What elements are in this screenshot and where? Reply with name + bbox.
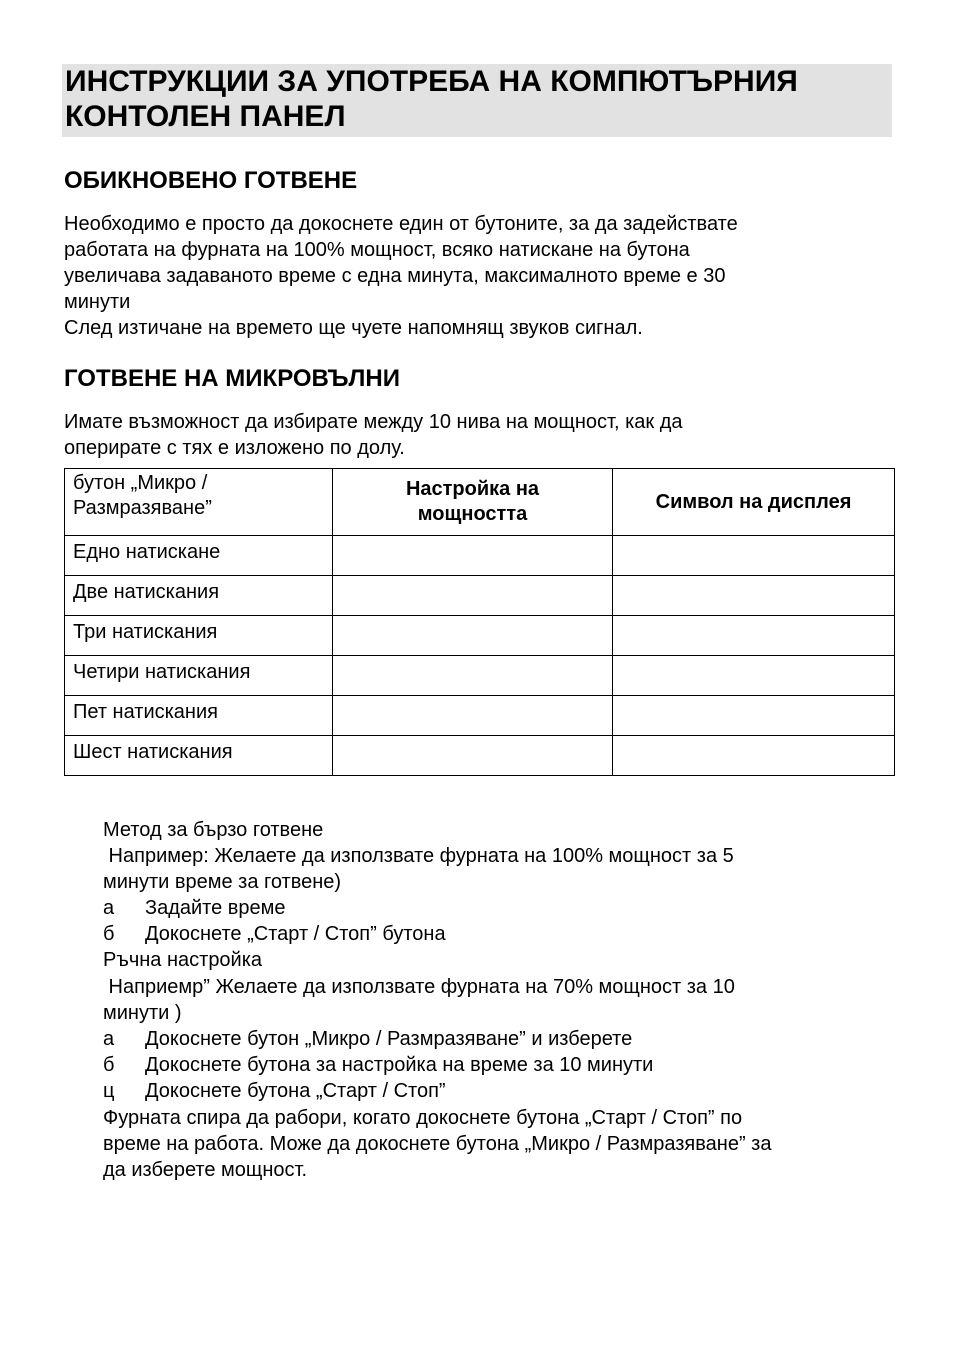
- note-line: време на работа. Може да докоснете бутона „Микро / Размразяване” за: [103, 1133, 772, 1155]
- paragraph-line: работата на фурната на 100% мощност, всяко натискане на бутона: [64, 239, 690, 261]
- paragraph-line: Необходимо е просто да докоснете един от бутоните, за да задействате: [64, 213, 738, 235]
- table-cell-press: Три натискания: [65, 616, 333, 656]
- manual-step-text: Докоснете бутона за настройка на време за 10 минути: [145, 1054, 654, 1076]
- table-header-button: [65, 469, 333, 536]
- header-power-line-1: Настройка на: [405, 478, 540, 500]
- table-cell-symbol: [613, 736, 895, 776]
- table-cell-symbol: [613, 656, 895, 696]
- table-cell-power: [333, 616, 613, 656]
- table-cell-press: Пет натискания: [65, 696, 333, 736]
- step-marker: б: [103, 923, 115, 945]
- table-row: [65, 656, 895, 696]
- quick-method-example-line-2: минути време за готвене): [103, 871, 342, 893]
- quick-step-text: Задайте време: [145, 897, 286, 919]
- table-cell-power: [333, 696, 613, 736]
- manual-step-text: Докоснете бутона „Старт / Стоп”: [145, 1080, 446, 1102]
- table-cell-symbol: [613, 536, 895, 576]
- table-cell-press: Четири натискания: [65, 656, 333, 696]
- manual-method-example-line-2: минути ): [103, 1002, 182, 1024]
- page-title: [62, 64, 892, 137]
- table-row: [65, 696, 895, 736]
- paragraph-line: оперирате с тях е изложено по долу.: [64, 437, 405, 459]
- paragraph-line: След изтичане на времето ще чуете напомнящ звуков сигнал.: [64, 317, 643, 339]
- table-cell-press: Шест натискания: [65, 736, 333, 776]
- table-cell-press: Две натискания: [65, 576, 333, 616]
- header-button-line-1: бутон „Микро /: [73, 472, 208, 494]
- table-header-display-symbol: Символ на дисплея: [613, 469, 895, 536]
- table-row: [65, 616, 895, 656]
- quick-step-text: Докоснете „Старт / Стоп” бутона: [145, 923, 446, 945]
- header-power-line-2: мощността: [417, 503, 528, 525]
- table-cell-power: [333, 736, 613, 776]
- step-marker: ц: [103, 1080, 115, 1102]
- note-line: Фурната спира да рабори, когато докоснете бутона „Старт / Стоп” по: [103, 1107, 743, 1129]
- manual-step-text: Докоснете бутон „Микро / Размразяване” и изберете: [145, 1028, 633, 1050]
- table-row: [65, 536, 895, 576]
- page-title-line-2: КОНТОЛЕН ПАНЕЛ: [65, 100, 346, 133]
- table-cell-symbol: [613, 616, 895, 656]
- table-cell-power: [333, 576, 613, 616]
- step-marker: а: [103, 1028, 115, 1050]
- table-cell-power: [333, 536, 613, 576]
- table-row: [65, 576, 895, 616]
- paragraph-line: минути: [64, 291, 131, 313]
- section-heading-ordinary-cooking: ОБИКНОВЕНО ГОТВЕНЕ: [64, 167, 358, 194]
- table-row: [65, 736, 895, 776]
- quick-method-example-line-1: Например: Желаете да използвате фурната на 100% мощност за 5: [103, 845, 734, 867]
- section-heading-microwave-cooking: ГОТВЕНЕ НА МИКРОВЪЛНИ: [64, 365, 400, 392]
- table-cell-press: Едно натискане: [65, 536, 333, 576]
- quick-method-title: Метод за бързо готвене: [103, 819, 324, 841]
- paragraph-line: увеличава задаваното време с една минута, максималното време е 30: [64, 265, 726, 287]
- table-cell-symbol: [613, 576, 895, 616]
- paragraph-line: Имате възможност да избирате между 10 нива на мощност, как да: [64, 411, 683, 433]
- page-title-line-1: ИНСТРУКЦИИ ЗА УПОТРЕБА НА КОМПЮТЪРНИЯ: [65, 65, 798, 98]
- header-button-line-2: Размразяване”: [73, 497, 212, 519]
- manual-method-example-line-1: Наприемр” Желаете да използвате фурната на 70% мощност за 10: [103, 976, 735, 998]
- power-levels-table: [64, 468, 895, 776]
- table-cell-power: [333, 656, 613, 696]
- table-header-power-setting: [333, 469, 613, 536]
- table-cell-symbol: [613, 696, 895, 736]
- note-line: да изберете мощност.: [103, 1159, 308, 1181]
- step-marker: а: [103, 897, 115, 919]
- manual-method-title: Ръчна настройка: [103, 949, 263, 971]
- table-header-row: [65, 469, 895, 536]
- step-marker: б: [103, 1054, 115, 1076]
